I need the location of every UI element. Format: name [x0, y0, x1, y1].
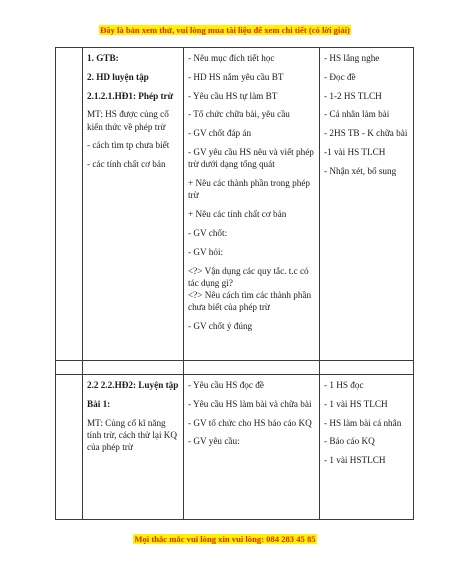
empty-cell	[320, 361, 414, 375]
list-item: - Đọc đề	[324, 71, 356, 82]
heading-hd1-phep-tru: 2.1.2.1.HĐ1: Phép trừ	[87, 90, 174, 101]
table-row	[56, 375, 414, 520]
lesson-plan-table	[55, 47, 414, 520]
question-item: <?> Nêu cách tìm các thành phần chưa biết của phép trừ	[188, 290, 312, 313]
list-item: - HS làm bài cá nhân	[324, 417, 402, 428]
list-item: - GV tổ chức cho HS báo cáo KQ	[188, 417, 312, 428]
heading-hd-luyen-tap: 2. HD luyện tập	[87, 71, 149, 82]
list-item: - 1 vài HSTLCH	[324, 455, 386, 466]
preview-banner	[0, 25, 450, 35]
question-item: <?> Vận dụng các quy tắc. t.c có tác dụng gì?	[188, 265, 309, 288]
list-item: - cách tìm tp chưa biết	[87, 140, 170, 151]
list-item: - GV chốt:	[188, 227, 228, 238]
list-item: + Nêu các thành phần trong phép trừ	[188, 178, 311, 201]
empty-cell	[56, 48, 83, 361]
list-item: - GV chốt ý đúng	[188, 321, 253, 332]
preview-banner-text: Đây là bản xem thử, vui lòng mua tài liệu để xem chi tiết (có lời giải)	[100, 25, 350, 35]
list-item: - Yêu cầu HS tự làm BT	[188, 90, 278, 101]
heading-gtb: 1. GTB:	[87, 53, 119, 63]
empty-cell	[56, 361, 83, 375]
list-item: - Yêu cầu HS làm bài và chữa bài	[188, 398, 312, 409]
list-item: + Nêu các tính chất cơ bản	[188, 209, 287, 220]
list-item: - GV chốt đáp án	[188, 128, 252, 139]
list-item: - 1-2 HS TLCH	[324, 90, 382, 101]
student-activity-cell-section1	[320, 48, 414, 361]
list-item: - 2HS TB - K chữa bài	[324, 128, 408, 139]
empty-cell	[184, 361, 320, 375]
student-activity-cell-section2	[320, 375, 414, 520]
content-cell-section1	[83, 48, 184, 361]
teacher-activity-cell-section2	[184, 375, 320, 520]
empty-cell	[56, 375, 83, 520]
list-item: - Cá nhân làm bài	[324, 109, 390, 120]
list-item: - Báo cáo KQ	[324, 436, 375, 447]
list-item: -1 vài HS TLCH	[324, 146, 386, 157]
table-row	[56, 361, 414, 375]
list-item: - 1 vài HS TLCH	[324, 398, 388, 409]
list-item: - Tổ chức chữa bài, yêu cầu	[188, 109, 290, 120]
list-item: - HS lắng nghe	[324, 53, 380, 63]
list-item: - HD HS nắm yêu cầu BT	[188, 71, 284, 82]
contact-banner	[0, 534, 450, 544]
list-item: - Nhận xét, bổ sung	[324, 165, 397, 176]
list-item: - GV yêu cầu HS nêu và viết phép trừ dưới dạng tổng quát	[188, 146, 314, 170]
list-item: - GV hỏi:	[188, 246, 224, 257]
objective-text: MT: HS được củng cố kiến thức về phép trừ	[87, 109, 169, 132]
table-row	[56, 48, 414, 361]
list-item: - 1 HS đọc	[324, 380, 364, 390]
content-cell-section2	[83, 375, 184, 520]
list-item: - Nêu mục đích tiết học	[188, 53, 275, 63]
objective-text: MT: Củng cố kĩ năng tính trừ, cách thử lại KQ của phép trừ	[87, 417, 178, 453]
list-item: - các tính chất cơ bản	[87, 159, 166, 170]
list-item: - GV yêu cầu:	[188, 436, 240, 447]
heading-hd2-luyen-tap: 2.2 2.2.HĐ2: Luyện tập	[87, 380, 179, 390]
list-item: - Yêu cầu HS đọc đề	[188, 380, 264, 390]
contact-banner-text: Mọi thắc mắc vui lòng xin vui lòng: 084 283 45 85	[134, 534, 316, 544]
empty-cell	[83, 361, 184, 375]
heading-bai-1: Bài 1:	[87, 398, 111, 409]
teacher-activity-cell-section1	[184, 48, 320, 361]
